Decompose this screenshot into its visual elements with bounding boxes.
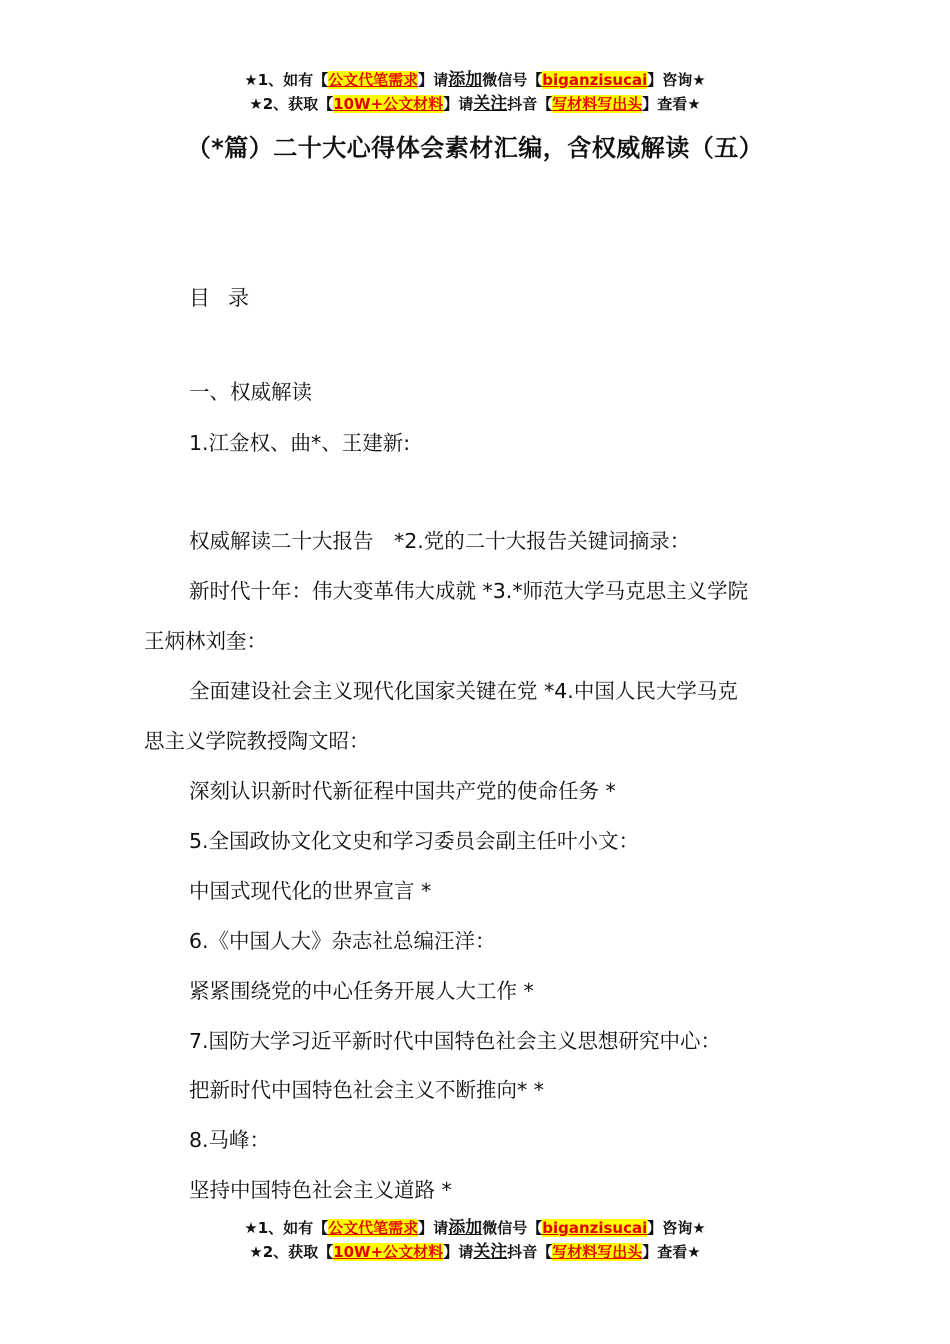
highlight-text: 公文代笔需求 bbox=[328, 71, 419, 89]
promo-line-2: ★2、获取【10W+公文材料】请关注抖音【写材料写出头】查看★ bbox=[249, 1242, 701, 1262]
promo-header bbox=[0, 68, 950, 116]
toc-line: 中国式现代化的世界宣言 * bbox=[189, 879, 432, 903]
toc-line: 5.全国政协文化文史和学习委员会副主任叶小文： bbox=[189, 829, 640, 853]
wechat-id: biganzisucai bbox=[542, 71, 648, 89]
promo-line-2: ★2、获取【10W+公文材料】请关注抖音【写材料写出头】查看★ bbox=[249, 94, 701, 114]
toc-line: 坚持中国特色社会主义道路 * bbox=[189, 1178, 452, 1202]
toc-line: 8.马峰： bbox=[189, 1128, 271, 1152]
douyin-id: 写材料写出头 bbox=[552, 95, 643, 113]
toc-line: 全面建设社会主义现代化国家关键在党 *4.中国人民大学马克 bbox=[189, 679, 738, 703]
toc-line: 王炳林刘奎： bbox=[144, 629, 267, 653]
toc-line: 思主义学院教授陶文昭： bbox=[144, 729, 370, 753]
toc-line: 1.江金权、曲*、王建新: bbox=[189, 431, 411, 455]
promo-line-1: ★1、如有【公文代笔需求】请添加微信号【biganzisucai】咨询★ bbox=[244, 1218, 706, 1238]
highlight-text: 公文代笔需求 bbox=[328, 1219, 419, 1237]
section-heading: 一、权威解读 bbox=[189, 380, 312, 404]
wechat-id: biganzisucai bbox=[542, 1219, 648, 1237]
toc-line: 6.《中国人大》杂志社总编汪洋： bbox=[189, 929, 496, 953]
toc-heading: 目录 bbox=[189, 286, 267, 310]
toc-line: 新时代十年：伟大变革伟大成就 *3.*师范大学马克思主义学院 bbox=[189, 579, 749, 603]
toc-line: 紧紧围绕党的中心任务开展人大工作 * bbox=[189, 979, 534, 1003]
toc-line: 7.国防大学习近平新时代中国特色社会主义思想研究中心： bbox=[189, 1029, 722, 1053]
promo-footer bbox=[0, 1216, 950, 1264]
highlight-text: 10W+公文材料 bbox=[333, 1243, 444, 1261]
toc-line: 把新时代中国特色社会主义不断推向* * bbox=[189, 1078, 545, 1102]
toc-line: 权威解读二十大报告 *2.党的二十大报告关键词摘录： bbox=[189, 529, 691, 553]
highlight-text: 10W+公文材料 bbox=[333, 95, 444, 113]
toc-line: 深刻认识新时代新征程中国共产党的使命任务 * bbox=[189, 779, 616, 803]
document-title: （*篇）二十大心得体会素材汇编，含权威解读（五） bbox=[186, 134, 764, 162]
promo-line-1: ★1、如有【公文代笔需求】请添加微信号【biganzisucai】咨询★ bbox=[244, 70, 706, 90]
douyin-id: 写材料写出头 bbox=[552, 1243, 643, 1261]
